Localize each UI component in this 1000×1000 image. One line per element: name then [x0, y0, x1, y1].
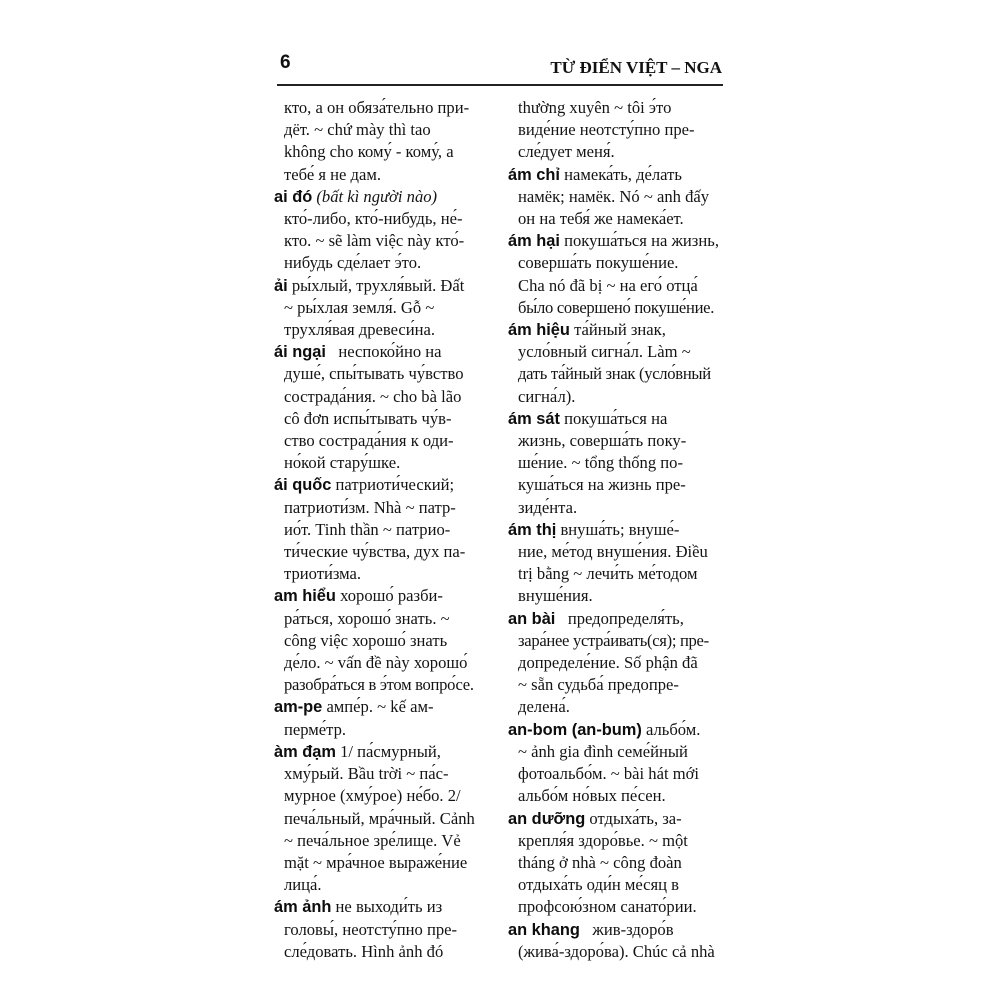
- text-line: намёк; намёк. Nó ~ anh đấy: [518, 186, 710, 206]
- headword: ám hiệu: [508, 321, 570, 340]
- text-line: кто, а он обяза́тельно при-: [284, 98, 470, 117]
- headword: ám ảnh: [274, 898, 332, 917]
- text-line: печа́льный, мра́чный. Cảnh: [284, 808, 475, 828]
- text-line: жизнь, соверша́ть поку-: [518, 431, 687, 451]
- text-line: патриоти́зм. Nhà ~ патр-: [284, 497, 456, 517]
- text-line: делена́.: [518, 697, 570, 717]
- text-line: ше́ние. ~ tổng thống по-: [518, 453, 683, 473]
- entry-first-line: [508, 230, 724, 252]
- definition: патриоти́ческий;: [335, 475, 455, 495]
- text-line: душе́, спы́тывать чу́вство: [284, 364, 464, 384]
- entry-first-line: [508, 719, 724, 741]
- headword: àm đạm: [274, 742, 336, 761]
- text-line: соверша́ть покуше́ние.: [518, 253, 679, 273]
- text-line: ~ ры́хлая земля́. Gỗ ~: [284, 297, 435, 317]
- page-number: 6: [280, 52, 291, 73]
- text-line: ~ ảnh gia đình семе́йный: [518, 741, 688, 761]
- text-line: мурное (хму́рое) не́бо. 2/: [284, 786, 461, 806]
- text-line: сле́дует меня́.: [518, 142, 615, 162]
- text-line: разобра́ться в э́том вопро́се.: [284, 675, 474, 695]
- text-line: trị bằng ~ лечи́ть ме́тодом: [518, 564, 698, 584]
- text-line: ти́ческие чу́вства, дух па-: [284, 542, 466, 562]
- headword: an dưỡng: [508, 809, 586, 828]
- text-line: зиде́нта.: [518, 497, 578, 517]
- headword: ái quốc: [274, 476, 332, 495]
- definition: отдыха́ть, за-: [589, 808, 682, 828]
- definition: ры́хлый, трухля́вый. Đất: [291, 275, 465, 295]
- text-line: сигна́л).: [518, 386, 576, 406]
- text-line: cô đơn испы́тывать чу́в-: [284, 408, 452, 428]
- definition: хорошо́ разби-: [340, 586, 443, 606]
- headword: an khang: [508, 920, 580, 939]
- entry-first-line: [508, 519, 724, 541]
- text-line: сле́довать. Hình ảnh đó: [284, 941, 444, 961]
- text-line: ~ sẵn судьба́ предопре-: [518, 675, 679, 695]
- text-line: дёт. ~ chứ mày thì tao: [284, 120, 431, 140]
- definition: предопределя́ть,: [567, 608, 684, 628]
- text-line: кто. ~ sẽ làm việc này кто́-: [284, 231, 465, 251]
- definition: не выходи́ть из: [335, 897, 443, 917]
- headword: ai đó: [274, 187, 313, 206]
- text-line: сострада́ния. ~ cho bà lão: [284, 386, 462, 406]
- text-line: дать та́йный знак (усло́вный: [518, 364, 711, 384]
- definition: альбо́м.: [646, 719, 701, 739]
- entry-first-line: [274, 186, 490, 208]
- header-rule: [277, 84, 723, 86]
- text-line: tháng ở nhà ~ công đoàn: [518, 852, 682, 872]
- headword: am-pe: [274, 698, 323, 717]
- definition: неспоко́йно на: [338, 342, 442, 362]
- definition: намека́ть, де́лать: [564, 164, 682, 184]
- text-line: профсою́зном санато́рии.: [518, 897, 697, 917]
- entry-first-line: [274, 696, 490, 718]
- text-line: он на тебя́ же намека́ет.: [518, 209, 684, 229]
- definition: ампе́р. ~ kế ам-: [326, 697, 434, 717]
- text-line: mặt ~ мра́чное выраже́ние: [284, 852, 468, 872]
- headword: ám sát: [508, 409, 560, 428]
- text-line: усло́вный сигна́л. Làm ~: [518, 342, 691, 362]
- headword: ái ngại: [274, 343, 326, 362]
- text-line: кто́-либо, кто́-нибудь, не́-: [284, 209, 463, 229]
- definition: покуша́ться на: [564, 408, 668, 428]
- text-line: перме́тр.: [284, 719, 347, 739]
- text-line: триоти́зма.: [284, 564, 362, 584]
- text-line: хму́рый. Bầu trời ~ па́с-: [284, 764, 449, 784]
- text-line: không cho кому́ - кому́, а: [284, 142, 454, 162]
- headword: ám thị: [508, 520, 557, 539]
- text-line: тебе́ я не дам.: [284, 164, 381, 184]
- entry-first-line: [274, 341, 490, 363]
- entry-first-line: [508, 919, 724, 941]
- definition: покуша́ться на жизнь,: [564, 231, 719, 251]
- entry-first-line: [508, 408, 724, 430]
- entry-first-line: [274, 474, 490, 496]
- gloss: (bất kì người nào): [316, 186, 438, 206]
- headword: ám chỉ: [508, 165, 560, 184]
- entry-first-line: [274, 275, 490, 297]
- text-line: thường xuyên ~ tôi э́то: [518, 98, 672, 117]
- text-line: де́ло. ~ vấn đề này хорошо́: [284, 653, 468, 673]
- entry-first-line: [508, 319, 724, 341]
- text-line: но́кой стару́шке.: [284, 453, 401, 473]
- headword: ám hại: [508, 232, 560, 251]
- text-line: зара́нее устра́ивать(ся); пре-: [518, 630, 709, 650]
- entry-first-line: [508, 164, 724, 186]
- headword: an bài: [508, 609, 556, 628]
- definition: та́йный знак,: [574, 320, 666, 340]
- text-line: куша́ться на жизнь пре-: [518, 475, 686, 495]
- left-column: [274, 97, 490, 963]
- entry-first-line: [274, 585, 490, 607]
- entry-first-line: [508, 808, 724, 830]
- text-line: Cha nó đã bị ~ на его́ отца́: [518, 275, 698, 295]
- text-line: ство сострада́ния к оди-: [284, 431, 454, 451]
- text-line: трухля́вая древеси́на.: [284, 320, 436, 340]
- headword: an-bom (an-bum): [508, 720, 642, 739]
- headword: am hiểu: [274, 587, 336, 606]
- text-line: ~ печа́льное зре́лище. Vẻ: [284, 830, 461, 850]
- text-line: головы́, неотсту́пно пре-: [284, 919, 458, 939]
- definition: жив-здоро́в: [592, 919, 674, 939]
- text-line: ра́ться, хорошо́ знать. ~: [284, 608, 450, 628]
- text-line: отдыха́ть оди́н ме́сяц в: [518, 875, 679, 895]
- headword: ải: [274, 276, 288, 295]
- definition: внуша́ть; внуше́-: [560, 519, 680, 539]
- text-line: công việc хорошо́ знать: [284, 630, 448, 650]
- text-line: (жива́-здоро́ва). Chúc cả nhà: [518, 941, 715, 961]
- definition: 1/ па́смурный,: [340, 741, 441, 761]
- entry-first-line: [508, 608, 724, 630]
- entry-first-line: [274, 741, 490, 763]
- text-line: виде́ние неотсту́пно пре-: [518, 120, 695, 140]
- text-line: внуше́ния.: [518, 586, 593, 606]
- text-line: бы́ло совершено́ покуше́ние.: [518, 297, 715, 317]
- text-line: крепля́я здоро́вье. ~ một: [518, 830, 688, 850]
- text-line: нибудь сде́лает э́то.: [284, 253, 422, 273]
- text-line: альбо́м но́вых пе́сен.: [518, 786, 666, 806]
- text-line: лица́.: [284, 875, 322, 895]
- entry-first-line: [274, 896, 490, 918]
- text-line: ние, ме́тод внуше́ния. Điều: [518, 542, 708, 562]
- text-line: фотоальбо́м. ~ bài hát mới: [518, 764, 699, 784]
- text-line: ио́т. Tinh thần ~ патрио-: [284, 519, 451, 539]
- text-line: допределе́ние. Số phận đã: [518, 653, 698, 673]
- running-head: TỪ ĐIỂN VIỆT – NGA: [550, 58, 722, 77]
- right-column: [508, 97, 724, 963]
